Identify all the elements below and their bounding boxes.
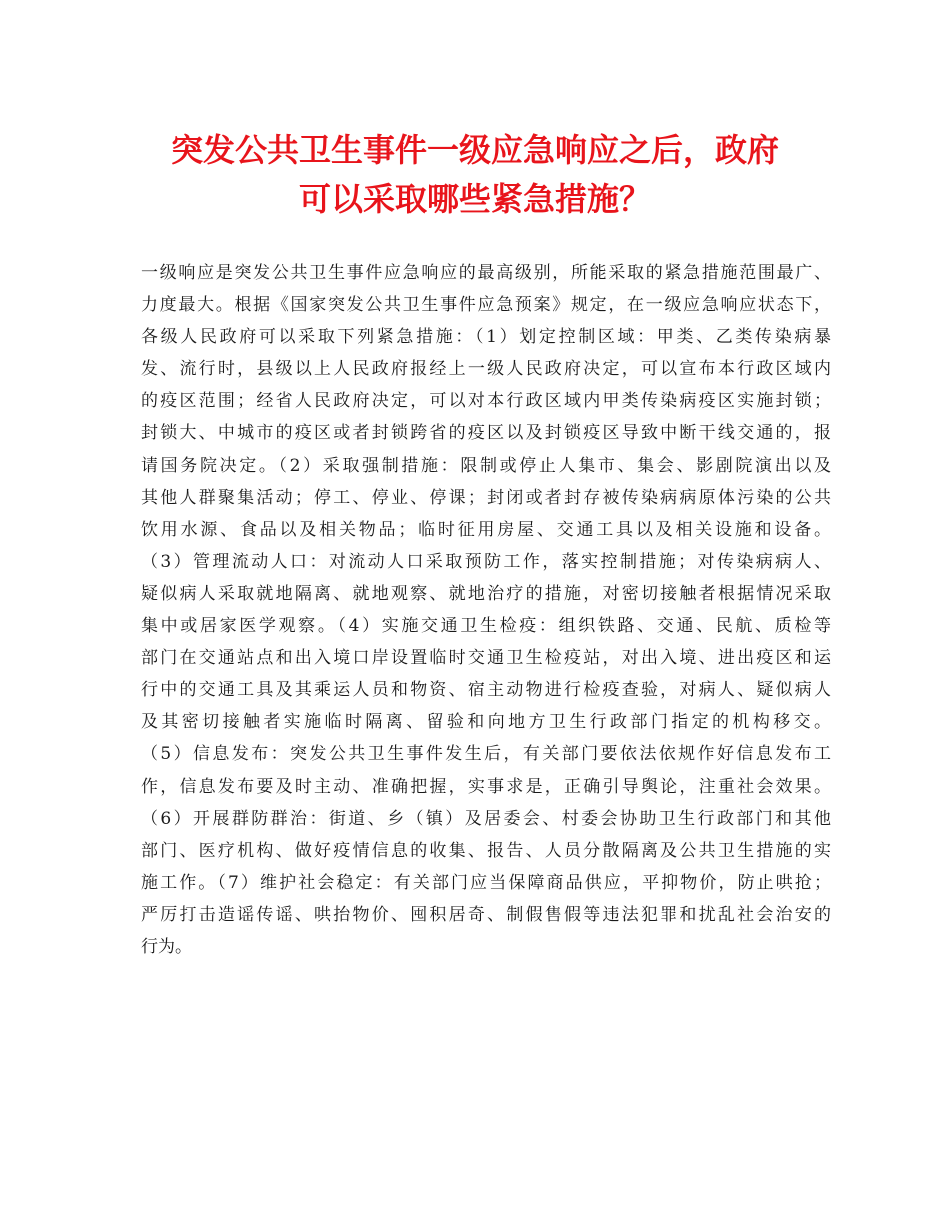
body-line: 作，信息发布要及时主动、准确把握，实事求是，正确引导舆论，注重社会效果。 <box>141 776 831 797</box>
document-body <box>141 257 831 963</box>
body-line: 施工作。（7）维护社会稳定：有关部门应当保障商品供应，平抑物价，防止哄抢； <box>141 872 831 893</box>
body-line: 饮用水源、食品以及相关物品；临时征用房屋、交通工具以及相关设施和设备。 <box>141 519 831 540</box>
body-line: 一级响应是突发公共卫生事件应急响应的最高级别，所能采取的紧急措施范围最广、 <box>141 263 831 283</box>
body-line: 部门、医疗机构、做好疫情信息的收集、报告、人员分散隔离及公共卫生措施的实 <box>141 840 831 861</box>
body-line: 封锁大、中城市的疫区或者封锁跨省的疫区以及封锁疫区导致中断干线交通的，报 <box>141 423 831 444</box>
body-line: 请国务院决定。（2）采取强制措施：限制或停止人集市、集会、影剧院演出以及 <box>141 455 831 476</box>
body-line: 发、流行时，县级以上人民政府报经上一级人民政府决定，可以宣布本行政区域内 <box>141 359 831 380</box>
body-line: 其他人群聚集活动；停工、停业、停课；封闭或者封存被传染病病原体污染的公共 <box>141 487 831 508</box>
body-line: 部门在交通站点和出入境口岸设置临时交通卫生检疫站，对出入境、进出疫区和运 <box>141 648 831 669</box>
body-line: 及其密切接触者实施临时隔离、留验和向地方卫生行政部门指定的机构移交。 <box>141 712 831 733</box>
body-line: 集中或居家医学观察。（4）实施交通卫生检疫：组织铁路、交通、民航、质检等 <box>141 616 831 637</box>
body-line: （3）管理流动人口：对流动人口采取预防工作，落实控制措施；对传染病病人、 <box>141 551 831 572</box>
body-line: 疑似病人采取就地隔离、就地观察、就地治疗的措施，对密切接触者根据情况采取 <box>141 583 831 604</box>
document-title <box>100 126 850 224</box>
body-line: 的疫区范围；经省人民政府决定，可以对本行政区域内甲类传染病疫区实施封锁； <box>141 391 831 412</box>
body-line: 行中的交通工具及其乘运人员和物资、宿主动物进行检疫查验，对病人、疑似病人 <box>141 680 831 701</box>
body-line: （6）开展群防群治：街道、乡（镇）及居委会、村委会协助卫生行政部门和其他 <box>141 808 831 829</box>
body-line: 行为。 <box>141 936 192 957</box>
title-line-2: 可以采取哪些紧急措施？ <box>298 180 651 218</box>
body-line: （5）信息发布：突发公共卫生事件发生后，有关部门要依法依规作好信息发布工 <box>141 744 831 765</box>
body-line: 各级人民政府可以采取下列紧急措施：（1）划定控制区域：甲类、乙类传染病暴 <box>141 327 831 348</box>
body-line: 严厉打击造谣传谣、哄抬物价、囤积居奇、制假售假等违法犯罪和扰乱社会治安的 <box>141 904 831 925</box>
title-line-1: 突发公共卫生事件一级应急响应之后，政府 <box>170 131 779 169</box>
body-line: 力度最大。根据《国家突发公共卫生事件应急预案》规定，在一级应急响应状态下， <box>141 295 831 316</box>
